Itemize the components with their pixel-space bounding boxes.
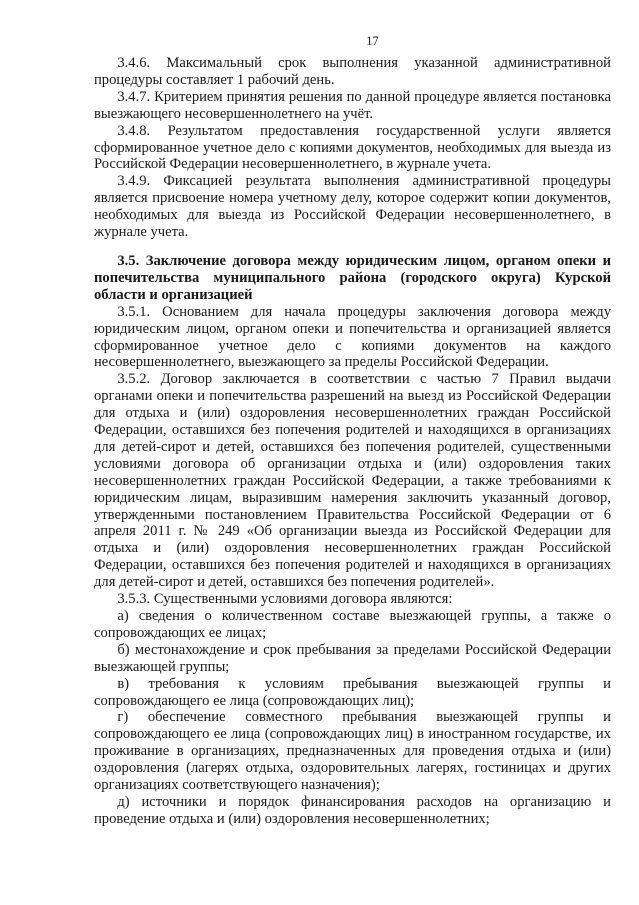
paragraph-3-4-6: 3.4.6. Максимальный срок выполнения указанной административной процедуры составляет 1 рабочий день.: [94, 55, 611, 88]
paragraph-3-5-2: 3.5.2. Договор заключается в соответствии с частью 7 Правил выдачи органами опеки и попечительства разрешений на выезд из Российской Федерации для отдыха и (или) оздоровления несовершеннолетних граждан Российской Федерации, оставшихся без попечения родителей и находящихся в организациях для детей-сирот и детей, оставшихся без попечения родителей, существенными условиями договора об организации отдыха и (или) оздоровления таких несовершеннолетних граждан Российской Федерации, а также требованиями к юридическим лицам, выразившим намерения заключить указанный договор, утвержденными постановлением Правительства Российской Федерации от 6 апреля 2011 г. № 249 «Об организации выезда из Российской Федерации для отдыха и (или) оздоровления несовершеннолетних граждан Российской Федерации, оставшихся без попечения родителей и находящихся в организациях для детей-сирот и детей, оставшихся без попечения родителей».: [94, 371, 611, 591]
paragraph-3-4-8: 3.4.8. Результатом предоставления государственной услуги является сформированное учетное дело с копиями документов, необходимых для выезда из Российской Федерации несовершеннолетнего, в журнале учета.: [94, 122, 611, 173]
paragraph-3-4-9: 3.4.9. Фиксацией результата выполнения административной процедуры является присвоение номера учетному делу, которое содержит копии документов, необходимых для выезда из Российской Федерации несовершеннолетнего, в журнале учета.: [94, 173, 611, 241]
list-item-v: в) требования к условиям пребывания выезжающей группы и сопровождающего ее лица (сопровождающих лиц);: [94, 675, 611, 709]
paragraph-3-4-7: 3.4.7. Критерием принятия решения по данной процедуре является постановка выезжающего несовершеннолетнего на учёт.: [94, 88, 611, 122]
list-item-g: г) обеспечение совместного пребывания выезжающей группы и сопровождающего ее лица (сопровождающих лиц) в иностранном государстве, их проживание в организациях, предназначенных для проведения отдыха и (или) оздоровления (лагерях отдыха, оздоровительных лагерях, гостиницах и других организациях соответствующего назначения);: [94, 709, 611, 794]
page-number: 17: [366, 34, 379, 48]
list-item-d: д) источники и порядок финансирования расходов на организацию и проведение отдыха и (или) оздоровления несовершеннолетних;: [94, 793, 611, 827]
list-item-a: а) сведения о количественном составе выезжающей группы, а также о сопровождающих ее лицах;: [94, 608, 611, 641]
section-heading-3-5: 3.5. Заключение договора между юридическим лицом, органом опеки и попечительства муниципального района (городского округа) Курской области и организацией: [94, 252, 611, 303]
list-item-b: б) местонахождение и срок пребывания за пределами Российской Федерации выезжающей группы;: [94, 641, 611, 675]
paragraph-3-5-3: 3.5.3. Существенными условиями договора являются:: [117, 591, 453, 608]
paragraph-3-5-1: 3.5.1. Основанием для начала процедуры заключения договора между юридическим лицом, органом опеки и попечительства и организацией является сформированное учетное дело с копиями документов на каждого несовершеннолетнего, выезжающего за пределы Российской Федерации.: [94, 303, 611, 371]
